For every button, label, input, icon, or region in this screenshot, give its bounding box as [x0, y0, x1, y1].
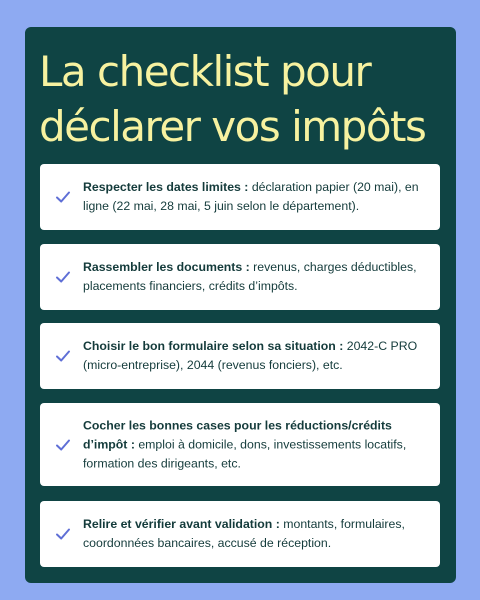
checkmark-icon	[54, 436, 72, 454]
checklist-item-detail: 2042-C PRO (micro-entreprise), 2044 (revenus fonciers), etc.	[83, 339, 418, 372]
checklist-item-text	[83, 337, 428, 375]
checklist-item-heading: Cocher les bonnes cases pour les réductions/crédits d’impôt :	[83, 418, 392, 451]
checklist-item-detail: revenus, charges déductibles, placements financiers, crédits d’impôts.	[83, 260, 417, 293]
checklist-item-heading: Respecter les dates limites :	[83, 180, 249, 194]
checkmark-icon	[54, 525, 72, 543]
checklist-item-heading: Relire et vérifier avant validation :	[83, 517, 280, 531]
checklist-item	[40, 323, 440, 389]
checklist-item-detail: emploi à domicile, dons, investissements locatifs, formation des dirigeants, etc.	[83, 437, 407, 470]
checklist-item	[40, 403, 440, 486]
checklist-item	[40, 164, 440, 230]
checklist-item-detail: montants, formulaires, coordonnées bancaires, accusé de réception.	[83, 517, 405, 550]
page-title	[39, 44, 459, 154]
title-line-1: La checklist pour	[39, 47, 371, 96]
checklist-item	[40, 501, 440, 567]
checklist-item-detail: déclaration papier (20 mai), en ligne (22 mai, 28 mai, 5 juin selon le département).	[83, 180, 419, 213]
checkmark-icon	[54, 347, 72, 365]
checklist-item-heading: Choisir le bon formulaire selon sa situation :	[83, 339, 344, 353]
checklist-item-heading: Rassembler les documents :	[83, 260, 250, 274]
checkmark-icon	[54, 188, 72, 206]
checklist-item-text	[83, 258, 428, 296]
checklist-item-text	[83, 178, 428, 216]
checklist-item-text	[83, 416, 428, 473]
checklist-item	[40, 244, 440, 310]
checklist-item-text	[83, 515, 428, 553]
title-line-2: déclarer vos impôts	[39, 102, 426, 151]
checkmark-icon	[54, 268, 72, 286]
